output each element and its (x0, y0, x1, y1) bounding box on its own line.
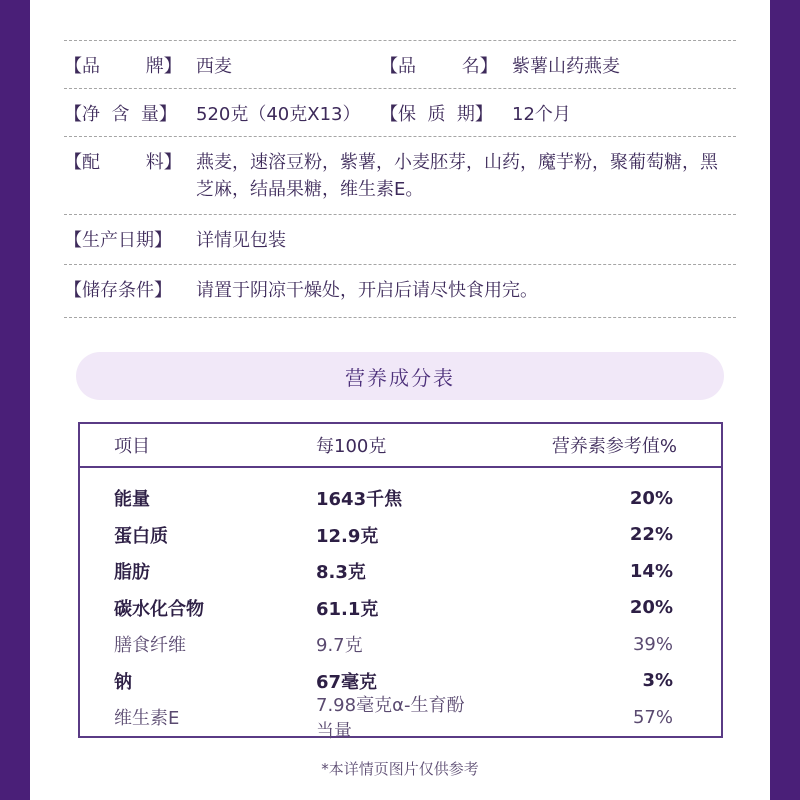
table-row (80, 590, 721, 627)
info-row-brand (64, 40, 736, 88)
shelf-label: 【保 质 期】 (380, 104, 493, 125)
row-item: 膳食纤维 (114, 635, 186, 657)
shelf-value: 12个月 (512, 104, 571, 125)
info-row-net (64, 88, 736, 136)
net-value: 520克（40克X13） (196, 104, 361, 125)
row-nrv: 57% (632, 706, 673, 728)
row-nrv: 39% (632, 633, 673, 655)
name-label: 【品 名】 (380, 56, 498, 77)
row-per100: 7.98毫克α-生育酚当量 (316, 695, 465, 743)
brand-value: 西麦 (196, 56, 232, 77)
disclaimer-note: *本详情页图片仅供参考 (321, 760, 479, 778)
product-info-table (64, 40, 736, 318)
row-item: 蛋白质 (114, 525, 168, 547)
net-label: 【净 含 量】 (64, 104, 177, 125)
storage-value: 请置于阴凉干燥处，开启后请尽快食用完。 (196, 280, 538, 301)
header-item: 项目 (114, 436, 150, 457)
name-value: 紫薯山药燕麦 (512, 56, 620, 77)
row-nrv: 14% (629, 560, 673, 582)
date-label: 【生产日期】 (64, 230, 172, 251)
info-row-ingredients (64, 136, 736, 214)
net-cell (64, 101, 380, 128)
date-value: 详情见包装 (196, 230, 286, 251)
row-item: 脂肪 (114, 562, 150, 584)
row-per100: 67毫克 (316, 671, 378, 693)
product-info-card (30, 0, 770, 800)
table-row (80, 553, 721, 590)
row-nrv: 3% (642, 670, 673, 692)
name-cell (380, 53, 696, 80)
nutrition-table-header (80, 424, 721, 468)
header-nrv: 营养素参考值% (551, 436, 677, 457)
row-item: 能量 (114, 489, 150, 511)
row-per100: 12.9克 (316, 525, 379, 547)
info-row-storage (64, 264, 736, 318)
row-item: 碳水化合物 (114, 598, 204, 620)
row-item: 钠 (114, 671, 132, 693)
storage-label: 【储存条件】 (64, 280, 172, 301)
row-per100: 9.7克 (316, 635, 363, 657)
nutrition-title-banner (76, 352, 724, 400)
table-row (80, 695, 721, 743)
table-row (80, 626, 721, 663)
ingredients-cell (64, 149, 732, 203)
row-nrv: 20% (629, 487, 673, 509)
shelf-cell (380, 101, 696, 128)
table-row (80, 480, 721, 517)
info-row-date (64, 214, 736, 264)
nutrition-table-body (80, 468, 721, 743)
row-per100: 1643千焦 (316, 489, 403, 511)
date-cell (64, 227, 732, 254)
nutrition-table (78, 422, 723, 743)
row-per100: 8.3克 (316, 562, 366, 584)
row-nrv: 22% (629, 524, 673, 546)
row-per100: 61.1克 (316, 598, 379, 620)
ingredients-value: 燕麦，速溶豆粉，紫薯，小麦胚芽，山药，魔芋粉，聚葡萄糖，黑芝麻，结晶果糖，维生素E。 (196, 152, 718, 200)
storage-cell (64, 277, 732, 304)
row-item: 维生素E (114, 708, 180, 730)
brand-label: 【品 牌】 (64, 56, 182, 77)
header-per100: 每100克 (316, 436, 387, 457)
nutrition-title: 营养成分表 (345, 365, 455, 390)
row-nrv: 20% (629, 597, 673, 619)
brand-cell (64, 53, 380, 80)
ingredients-label: 【配 料】 (64, 152, 182, 173)
table-row (80, 517, 721, 554)
